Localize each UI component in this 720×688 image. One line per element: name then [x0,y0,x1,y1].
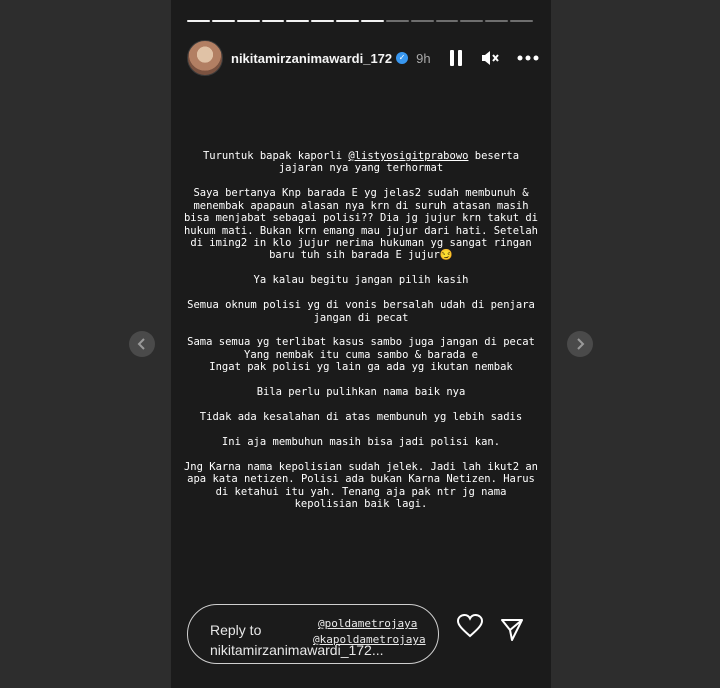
mention-tag[interactable]: @poldametrojaya [318,617,418,630]
paragraph-6: Bila perlu pulihkan nama baik nya [256,386,466,399]
username[interactable]: nikitamirzanimawardi_172 [231,50,393,66]
heart-icon [457,614,483,638]
story-header [187,40,539,76]
avatar[interactable] [187,40,223,76]
story-viewer [171,0,551,688]
text-segment: beserta jajaran nya yang terhormat [278,150,520,175]
progress-segment [311,20,334,22]
chevron-left-icon [136,338,148,350]
progress-segment [262,20,285,22]
mention-tag[interactable]: @kapoldametrojaya [313,633,426,646]
more-icon [517,55,539,61]
paragraph-1 [181,150,541,175]
story-text [171,150,551,523]
paragraph-8: Ini aja membuhun masih bisa jadi polisi kan. [221,436,501,448]
progress-segment [286,20,309,22]
post-time: 9h [416,50,431,66]
more-options-button[interactable] [517,55,539,61]
progress-segment [436,20,459,22]
progress-segment [485,20,508,22]
verified-badge-icon: ✓ [396,52,408,64]
pause-icon [449,50,463,66]
progress-segment [411,20,434,22]
mention-link[interactable]: @listyosigitprabowo [348,150,469,162]
story-progress-bar [187,20,533,23]
pause-button[interactable] [449,50,463,66]
progress-segment [361,20,384,22]
paragraph-3: Ya kalau begitu jangan pilih kasih [253,274,469,287]
text-segment: Turuntuk bapak kaporli [202,150,349,162]
paragraph-2: Saya bertanya Knp barada E yg jelas2 sudah membunuh & menembak apapaun alasan nya krn di suruh atasan masih bisa menjabat sebagai polisi?? Dia jg jujur krn takut di hukum mati. Bukan krn emang mau jujur dari hati. Setelah di iming2 in klo jujur nerima hukuman yg sangat ringan baru tuh sih barada E jujur😏 [183,187,538,262]
reply-label: Reply to [210,622,262,638]
reply-username: nikitamirzanimawardi_172... [210,642,384,658]
reply-input[interactable] [187,604,439,664]
progress-segment [187,20,210,22]
next-story-button[interactable] [567,331,593,357]
progress-segment [237,20,260,22]
progress-segment [212,20,235,22]
paragraph-9: Jng Karna nama kepolisian sudah jelek. Jadi lah ikut2 an apa kata netizen. Polisi ada bukan Karna Netizen. Harus di ketahui itu yah. Tenang aja pak ntr jg nama kepolisian baik lagi. [183,460,538,511]
send-icon [500,618,524,642]
progress-segment [460,20,483,22]
previous-story-button[interactable] [129,331,155,357]
progress-segment [336,20,359,22]
paragraph-4: Semua oknum polisi yg di vonis bersalah udah di penjara jangan di pecat [187,299,535,324]
progress-segment [386,20,409,22]
mute-button[interactable] [481,50,499,66]
like-button[interactable] [457,614,483,642]
story-footer [171,600,551,670]
share-button[interactable] [500,618,524,646]
chevron-right-icon [574,338,586,350]
paragraph-7: Tidak ada kesalahan di atas membunuh yg lebih sadis [199,411,523,424]
progress-segment [510,20,533,22]
muted-speaker-icon [481,50,499,66]
paragraph-5: Sama semua yg terlibat kasus sambo juga jangan di pecat Yang nembak itu cuma sambo & barada e Ingat pak polisi yg lain ga ada yg ikutan nembak [187,336,535,374]
